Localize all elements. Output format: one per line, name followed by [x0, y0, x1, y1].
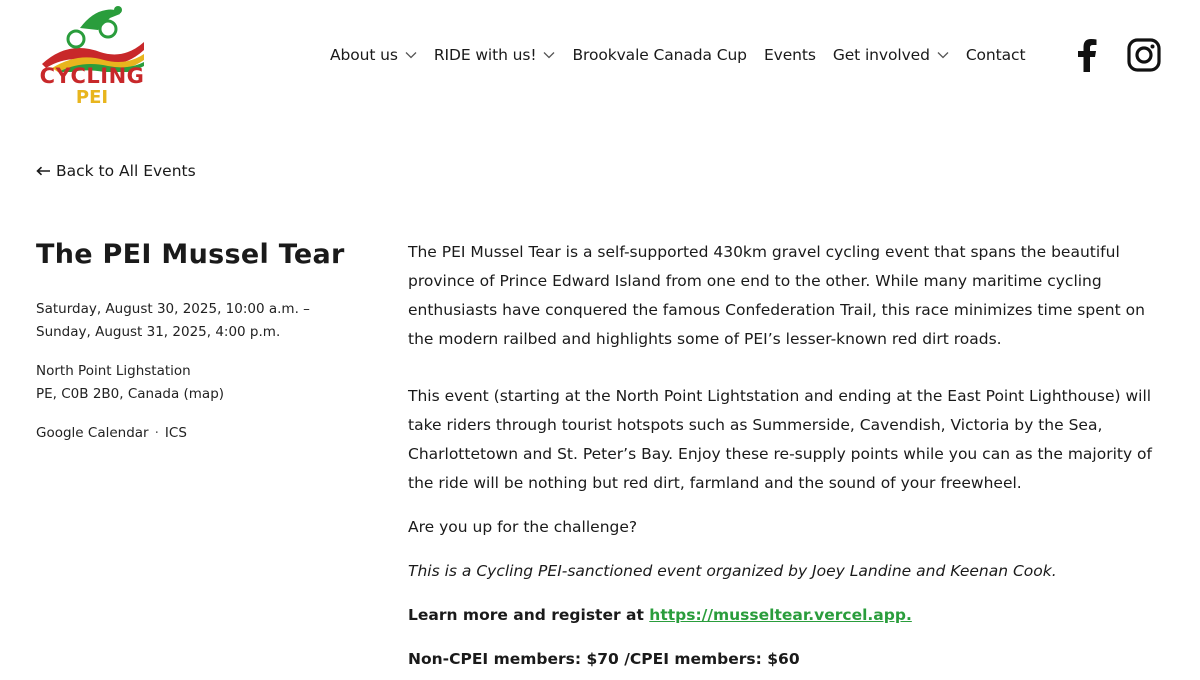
- nav-label: Brookvale Canada Cup: [572, 46, 747, 64]
- event-venue: [36, 360, 356, 406]
- instagram-icon[interactable]: [1127, 38, 1161, 72]
- event-meta: [36, 236, 356, 445]
- logo-text: CYCLING: [39, 64, 145, 88]
- site-header: [0, 0, 1200, 120]
- register-link[interactable]: https://musseltear.vercel.app.: [649, 606, 912, 624]
- chevron-down-icon: [405, 51, 417, 59]
- main-nav: [330, 44, 1025, 66]
- ics-link[interactable]: ICS: [164, 425, 187, 441]
- venue-address: PE, C0B 2B0, Canada: [36, 386, 180, 402]
- map-link[interactable]: (map): [183, 386, 225, 402]
- arrow-left-icon: [36, 166, 51, 176]
- cycling-pei-logo[interactable]: [38, 2, 148, 110]
- event-start: Saturday, August 30, 2025, 10:00 a.m. –: [36, 301, 310, 317]
- description-paragraph-2: This event (starting at the North Point Lightstation and ending at the East Point Lighthouse) will take riders through tourist hotspots such as Summerside, Cavendish, Victoria by the Sea, Charlottetown and St. Peter’s Bay. Enjoy these re-supply points while you can as the majority of the ride will be nothing but red dirt, farmland and the sound of your freewheel.: [408, 387, 1152, 492]
- calendar-links: [36, 422, 356, 445]
- event-date: [36, 298, 356, 344]
- nav-label: Events: [763, 46, 816, 64]
- logo-subtext: PEI: [75, 87, 109, 108]
- nav-events[interactable]: [764, 46, 816, 64]
- venue-name: North Point Lighstation: [36, 363, 191, 379]
- description-paragraph-1: The PEI Mussel Tear is a self-supported 430km gravel cycling event that spans the beautiful province of Prince Edward Island from one end to the other. While many maritime cycling enthusiasts have conquered the famous Confederation Trail, this race minimizes time spent on the modern railbed and highlights some of PEI’s lesser-known red dirt roads.: [408, 243, 1145, 348]
- venue-address-line: [36, 383, 356, 406]
- nav-contact[interactable]: [966, 46, 1026, 64]
- challenge-question: Are you up for the challenge?: [408, 518, 638, 536]
- chevron-down-icon: [937, 51, 949, 59]
- chevron-down-icon: [543, 51, 555, 59]
- event-description: [408, 238, 1168, 674]
- nav-label: Get involved: [832, 46, 930, 64]
- nav-get-involved[interactable]: [833, 46, 949, 64]
- back-link-label: Back to All Events: [56, 162, 196, 180]
- nav-brookvale-canada-cup[interactable]: [572, 46, 746, 64]
- nav-label: RIDE with us!: [433, 46, 537, 64]
- event-end: Sunday, August 31, 2025, 4:00 p.m.: [36, 324, 281, 340]
- nav-about-us[interactable]: [330, 46, 417, 64]
- event-title: The PEI Mussel Tear: [36, 239, 345, 270]
- pricing-line: Non-CPEI members: $70 /CPEI members: $60: [408, 650, 800, 668]
- cyclist-logo-icon: [38, 2, 148, 72]
- nav-label: Contact: [965, 46, 1026, 64]
- sanction-note: This is a Cycling PEI-sanctioned event organized by Joey Landine and Keenan Cook.: [408, 562, 1057, 580]
- nav-label: About us: [330, 46, 398, 64]
- register-line: [408, 601, 1168, 630]
- nav-ride-with-us[interactable]: [434, 46, 556, 64]
- back-to-events-link[interactable]: [36, 162, 196, 180]
- register-prefix: Learn more and register at: [408, 606, 650, 624]
- google-calendar-link[interactable]: Google Calendar: [36, 425, 149, 441]
- link-separator: ·: [154, 425, 159, 441]
- facebook-icon[interactable]: [1072, 38, 1102, 72]
